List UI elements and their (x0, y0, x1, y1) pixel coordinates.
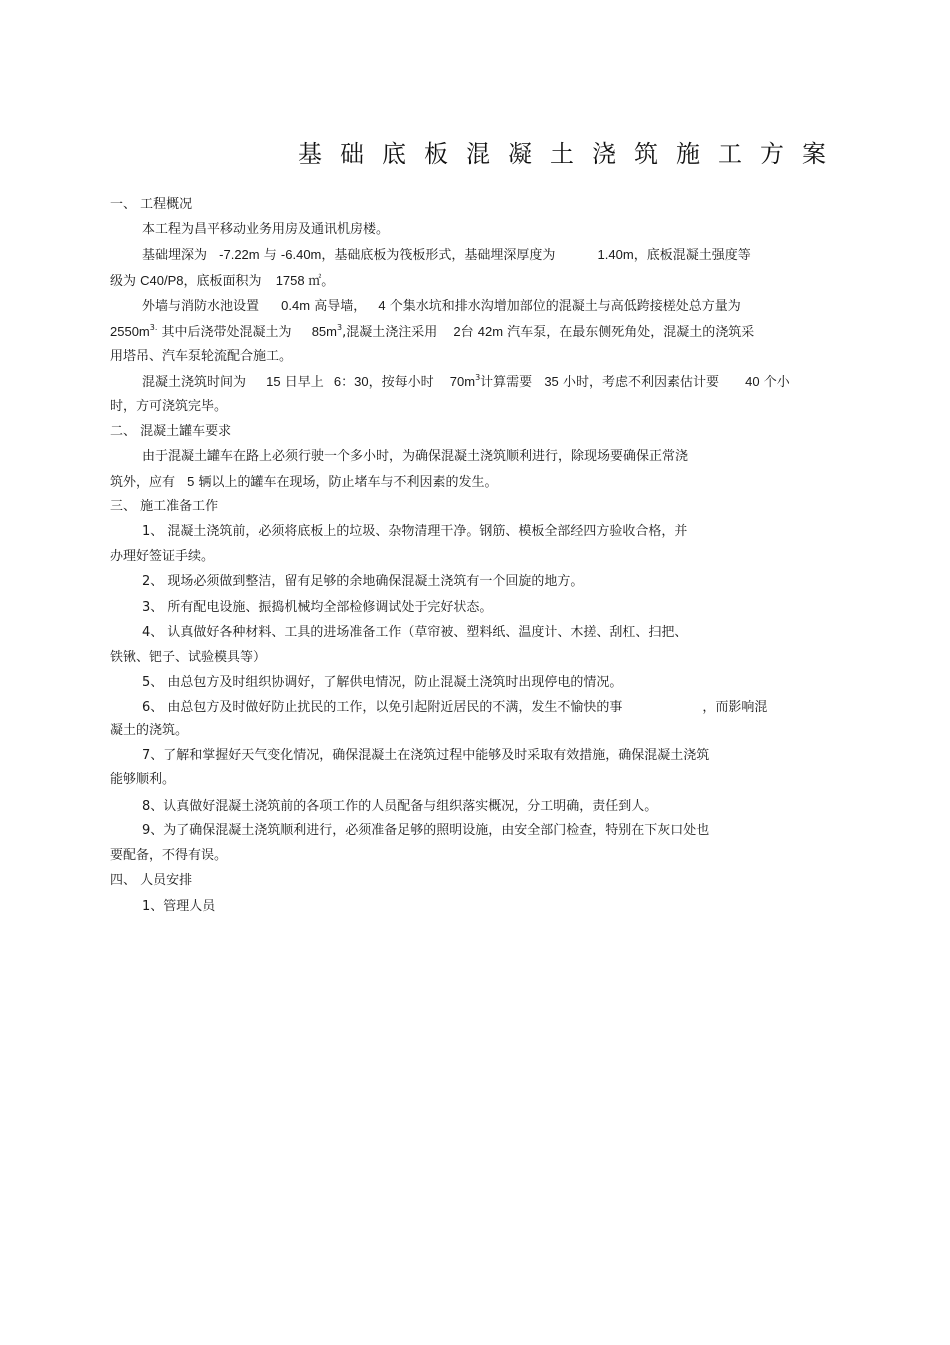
rate-value: 70m (449, 374, 476, 389)
grade-value: C40/P8 (140, 273, 184, 288)
height-value: 0.4m (281, 298, 311, 313)
text-span: ，按每小时 (368, 375, 434, 390)
volume-value: 2550m (110, 324, 150, 339)
section-3-item-2: 2、 现场必须做到整洁，留有足够的余地确保混凝土浇筑有一个回旋的地方。 (142, 574, 584, 589)
section-1-paragraph-4-line-1 (142, 373, 790, 392)
text-span: 筑外，应有 (110, 475, 176, 490)
document-title: 基础底板混凝土浇筑施工方案 (298, 140, 844, 168)
section-1-paragraph-3-line-2 (110, 323, 754, 342)
depth-value-1: -7.22m (219, 247, 260, 262)
section-3-item-1-line-2: 办理好签证手续。 (110, 549, 215, 564)
hours-value: 35 (544, 374, 559, 389)
time-value: 6：30 (333, 374, 369, 389)
section-3-item-4-line-1: 4、 认真做好各种材料、工具的进场准备工作（草帘被、塑料纸、温度计、木搓、刮杠、扫把、 (142, 625, 688, 640)
section-2-heading: 二、 混凝土罐车要求 (110, 424, 232, 439)
section-3-item-4-line-2: 铁锹、钯子、试验模具等） (110, 650, 267, 665)
total-hours-value: 40 (745, 374, 760, 389)
section-3-heading: 三、 施工准备工作 (110, 499, 219, 514)
section-3-item-5: 5、 由总包方及时组织协调好，了解供电情况，防止混凝土浇筑时出现停电的情况。 (142, 675, 623, 690)
text-span: 汽车泵，在最东侧死角处，混凝土的浇筑采 (507, 325, 755, 340)
section-4-heading: 四、 人员安排 (110, 873, 193, 888)
text-span: ，底板面积为 (183, 274, 262, 289)
section-1-paragraph-3-line-1 (142, 297, 741, 316)
section-3-item-6-line-2: 凝土的浇筑。 (110, 723, 189, 738)
text-span: 其中后浇带处混凝土为 (161, 325, 292, 340)
area-value: 1758 ㎡。 (275, 273, 335, 288)
section-1-heading: 一、 工程概况 (110, 197, 193, 212)
day-value: 15 (266, 374, 281, 389)
text-span: 级为 (110, 274, 137, 289)
section-3-item-7-line-2: 能够顺利。 (110, 772, 176, 787)
text-span: 外墙与消防水池设置 (142, 299, 260, 314)
text-span: 6、 由总包方及时做好防止扰民的工作，以免引起附近居民的不满，发生不愉快的事 (142, 700, 623, 715)
section-3-item-9-line-2: 要配备，不得有误。 (110, 848, 228, 863)
section-1-paragraph-2-line-2 (110, 272, 334, 291)
section-2-line-2 (110, 473, 498, 492)
text-span: 基础埋深为 (142, 248, 208, 263)
section-3-item-8: 8、认真做好混凝土浇筑前的各项工作的人员配备与组织落实概况，分工明确，责任到人。 (142, 799, 658, 814)
section-1-paragraph-2-line-1 (142, 246, 751, 265)
truck-count: 5 (187, 474, 195, 489)
superscript: 3 (336, 322, 343, 332)
text-span: 个小 (763, 375, 790, 390)
text-span: 与 (263, 248, 277, 263)
section-3-item-7-line-1: 7、了解和掌握好天气变化情况，确保混凝土在浇筑过程中能够及时采取有效措施，确保混凝土浇筑 (142, 748, 710, 763)
section-3-item-3: 3、 所有配电设施、振捣机械均全部检修调试处于完好状态。 (142, 600, 493, 615)
text-span: 辆以上的罐车在现场，防止堵车与不利因素的发生。 (198, 475, 498, 490)
text-span: 高导墙， (314, 299, 367, 314)
text-span: 个集水坑和排水沟增加部位的混凝土与高低跨接槎处总方量为 (389, 299, 741, 314)
section-3-item-6-line-1 (142, 699, 767, 717)
section-3-item-9-line-1: 9、为了确保混凝土浇筑顺利进行，必须准备足够的照明设施，由安全部门检查，特别在下灰口处也 (142, 823, 710, 838)
pump-length: 42m (477, 324, 504, 339)
section-1-paragraph-3-line-3: 用塔吊、汽车泵轮流配合施工。 (110, 349, 293, 364)
pump-count: 2 (453, 324, 461, 339)
section-1-paragraph-1: 本工程为昌平移动业务用房及通讯机房楼。 (142, 222, 390, 237)
section-3-item-1-line-1: 1、 混凝土浇筑前，必须将底板上的垃圾、杂物清理干净。钢筋、模板全部经四方验收合格，并 (142, 524, 688, 539)
superscript: 3. (149, 322, 158, 332)
section-1-paragraph-4-line-2: 时，方可浇筑完毕。 (110, 399, 228, 414)
volume-value-2: 85m (311, 324, 337, 339)
superscript: 3 (475, 372, 481, 382)
pit-count: 4 (378, 298, 386, 313)
text-span: ，而影响混 (702, 700, 768, 715)
text-span: 小时，考虑不利因素估计要 (562, 375, 719, 390)
text-span: ，底板混凝土强度等 (633, 248, 751, 263)
text-span: ,混凝土浇注采用 (342, 325, 438, 340)
thickness-value: 1.40m (597, 247, 634, 262)
section-4-item-1: 1、管理人员 (142, 899, 216, 914)
text-span: 混凝土浇筑时间为 (142, 375, 247, 390)
text-span: 台 (460, 325, 474, 340)
depth-value-2: -6.40m (280, 247, 322, 262)
text-span: 计算需要 (480, 375, 533, 390)
section-2-line-1: 由于混凝土罐车在路上必须行驶一个多小时，为确保混凝土浇筑顺利进行，除现场要确保正常浇 (142, 449, 689, 464)
text-span: ，基础底板为筏板形式，基础埋深厚度为 (321, 248, 556, 263)
text-span: 日早上 (284, 375, 324, 390)
